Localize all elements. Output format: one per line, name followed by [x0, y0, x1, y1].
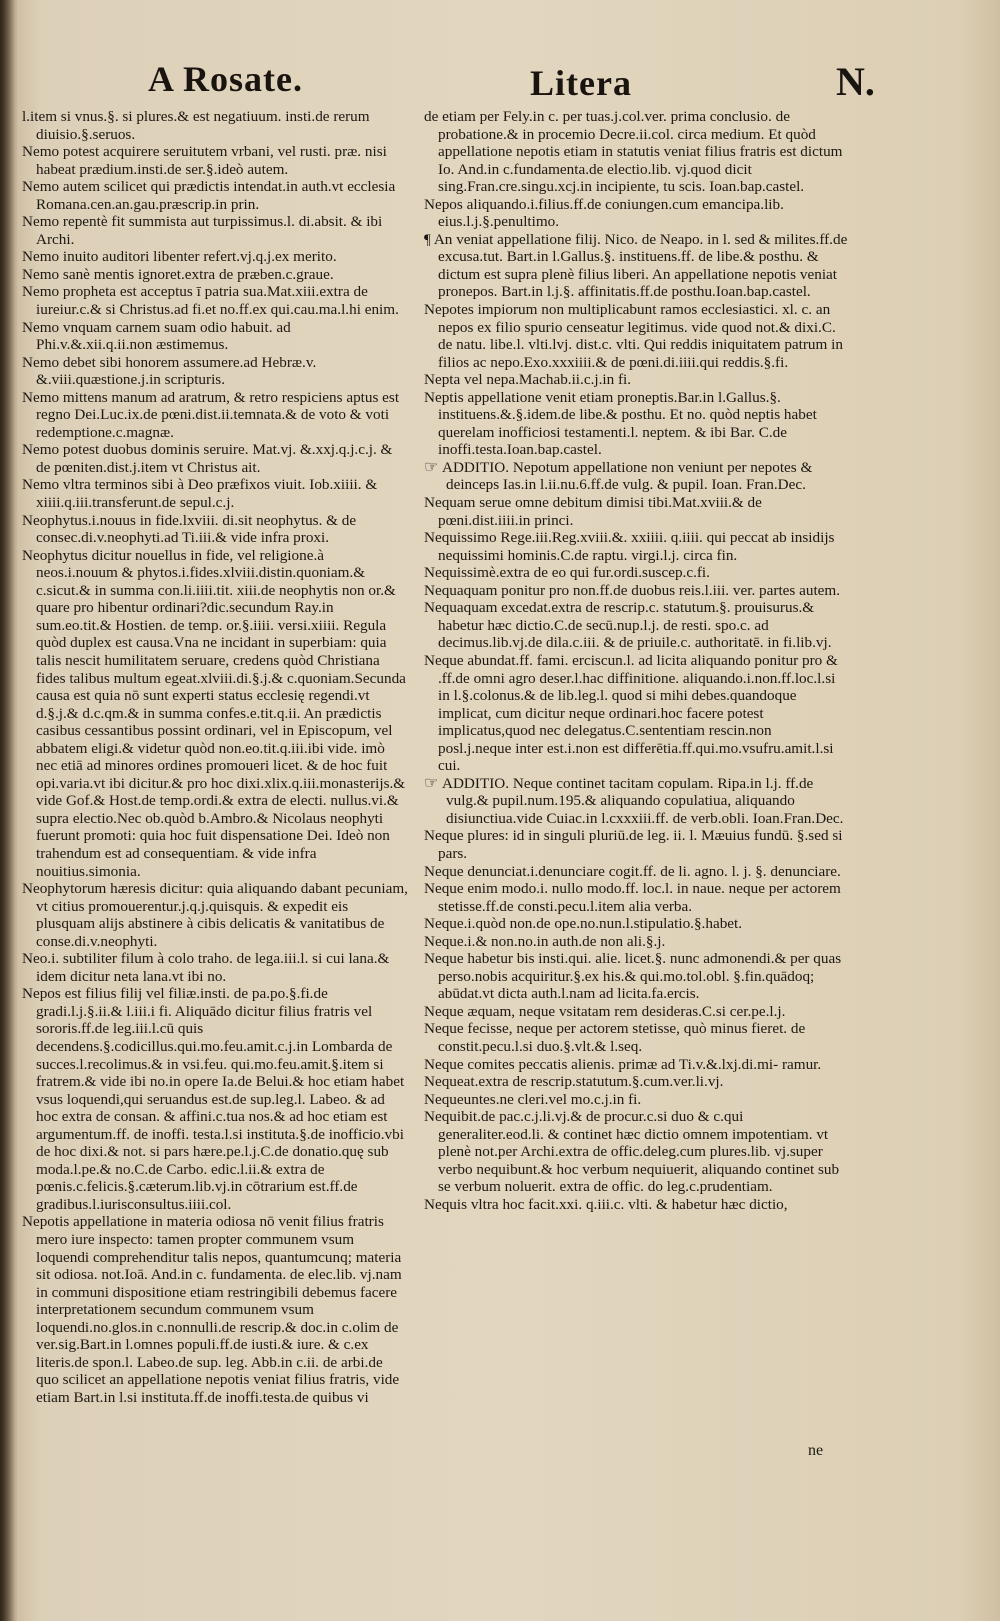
- dictionary-entry: [424, 1196, 848, 1214]
- dictionary-entry: [424, 1073, 848, 1091]
- dictionary-entry: [424, 231, 848, 301]
- dictionary-entry: Nemo potest acquirere seruitutem vrbani, vel rusti. præ. nisi habeat prædium.insti.de ser.§.ideò autem.: [22, 143, 387, 178]
- dictionary-entry: [424, 494, 848, 529]
- dictionary-entry: Nemo repentè fit summista aut turpissimus.l. di.absit. & ibi Archi.: [22, 213, 383, 248]
- entry-text: Neque comites peccatis alienis. primæ ad Ti.v.&.lxj.di.mi- ramur.: [424, 1055, 822, 1073]
- dictionary-entry: [424, 1108, 848, 1196]
- dictionary-entry: [424, 950, 848, 1003]
- dictionary-entry: [424, 1056, 848, 1074]
- entry-text: Neque habetur bis insti.qui. alie. licet.§. nunc admonendi.& per quas perso.nobis acquiritur.§.ex his.& qui.mo.tol.obl. §.fin.quādoq; abūdat.vt dicta auth.l.nam ad licita.fa.ercis.: [424, 950, 842, 1003]
- dictionary-entry: Nemo mittens manum ad aratrum, & retro respiciens aptus est regno Dei.Luc.ix.de pœni.dist.ii.temnata.& de voto & voti redemptione.c.magnæ.: [22, 388, 400, 441]
- entry-text: Nequissimo Rege.iii.Reg.xviii.&. xxiiii. q.iiii. qui peccat ab insidijs nequissimi hominis.C.de raptu. virgi.l.j. circa fin.: [424, 529, 835, 564]
- manicule-icon: ☞: [424, 458, 439, 476]
- dictionary-entry: [424, 582, 848, 600]
- running-head-left: A Rosate.: [148, 59, 303, 99]
- dictionary-entry: Nemo inuito auditori libenter refert.vj.q.j.ex merito.: [22, 248, 337, 266]
- dictionary-entry: Nemo propheta est acceptus ī patria sua.Mat.xiii.extra de iureiur.c.& si Christus.ad fi.et no.ff.ex qui.cau.ma.l.hi enim.: [22, 283, 399, 319]
- entry-text: de etiam per Fely.in c. per tuas.j.col.ver. prima conclusio. de probatione.& in procemio Decre.ii.col. circa medium. Et quòd appellatione nepotis etiam in statutis veniat filius fratris est dictum Io. And.in c.fundamenta.de electio.lib. vj.quod dicit sing.Fran.cre.singu.xcj.in incipiente, tu scis. Ioan.bap.castel.: [424, 108, 843, 196]
- entry-text: Neque.i.& non.no.in auth.de non ali.§.j.: [424, 932, 666, 950]
- entry-text: Nequissimè.extra de eo qui fur.ordi.suscep.c.fi.: [424, 564, 710, 582]
- additio-entry: [424, 775, 848, 828]
- dictionary-entry: l.item si vnus.§. si plures.& est negatiuum. insti.de rerum diuisio.§.seruos.: [22, 108, 370, 143]
- left-column: [22, 108, 408, 1406]
- entry-text: Nequeat.extra de rescrip.statutum.§.cum.ver.li.vj.: [424, 1073, 724, 1091]
- dictionary-entry: [424, 599, 848, 652]
- entry-text: ADDITIO. Neque continet tacitam copulam. Ripa.in l.j. ff.de vulg.& pupil.num.195.& aliquando copulatiua, aliquando disiunctiua.vide Cuiac.in l.cxxxiii.ff. de verb.obli. Ioan.Fran.Dec.: [442, 774, 844, 827]
- dictionary-entry: [424, 863, 848, 881]
- dictionary-entry: [424, 389, 848, 459]
- dictionary-entry: [424, 371, 848, 389]
- dictionary-entry: [424, 196, 848, 231]
- dictionary-entry: Neophytus.i.nouus in fide.lxviii. di.sit neophytus. & de consec.di.v.neophyti.ad Ti.iii.& vide infra proxi.: [22, 511, 357, 547]
- entry-text: Neque fecisse, neque per actorem stetisse, quò minus fieret. de constit.pecu.l.si duo.§.vlt.& l.seq.: [424, 1020, 806, 1055]
- entry-text: Neptis appellatione venit etiam proneptis.Bar.in l.Gallus.§. instituens.&.§.idem.de libe.& posthu. Et no. quòd neptis habet querelam inofficiosi testamenti.l. neptem. & ibi Bar. C.de inoffi.testa.Ioan.bap.castel.: [424, 388, 817, 459]
- entry-text: Neque abundat.ff. fami. erciscun.l. ad licita aliquando ponitur pro & .ff.de omni agro deser.l.hac diffinitione. aliquando.i.non.ff.loc.l.si in l.§.colonus.& de lib.leg.l. quod si mihi debes.quandoque implicat, cum dicitur neque ordinari.hoc facere potest implicatus,quod nec delegatus.C.sententiam rescin.non posl.j.neque inter est.i.non est differētia.ff.qui.mo.vsufru.amit.l.si cui.: [424, 651, 838, 775]
- dictionary-entry: [424, 108, 848, 196]
- dictionary-entry: Neophytus dicitur nouellus in fide, vel religione.à neos.i.nouum & phytos.i.fides.xlviii.distin.quoniam.& c.sicut.& in summa con.li.iiii.tit. xiii.de neophytis non or.& quare pro hibentur ordinari?dic.secundum Ray.in sum.eo.tit.& Hostien. de temp. or.§.iiii. versi.xiiii. Regula quòd duplex est causa.Vna ne incidant in superbiam: quia talis nescit humilitatem seruare, credens quòd Christiana fides talibus multum egeat.xlviii.di.§.j.& c.quoniam.Secunda causa est quia nō sunt experti status ecclesię regendi.vt d.§.j.& d.c.qm.& in summa confes.e.tit.q.ii. An prædictis casibus cessantibus possint ordinari, vel in Episcopum, vel abbatem eligi.& videtur quòd non.eo.tit.q.iii.ibi vide. imò nec etiā ad minores ordines promoueri licet. & de hoc fuit opi.varia.vt ibi dicitur.& pro hoc dixi.xlix.q.iii.monasterijs.& vide Gof.& Host.de temp.ordi.& extra de electi. nullus.vi.& supra electio.Nec ob.quòd b.Ambro.& Nicolaus neophyti fuerunt promoti: quia hoc fuit dispensatione Dei. Ideò non trahendum est ad consequentiam. & vide infra nouitius.simonia.: [22, 546, 406, 880]
- dictionary-entry: [424, 933, 848, 951]
- dictionary-entry: Neo.i. subtiliter filum à colo traho. de lega.iii.l. si cui lana.& idem dicitur neta lana.vt ibi no.: [22, 950, 390, 985]
- entry-text: Nequaquam ponitur pro non.ff.de duobus reis.l.iii. ver. partes autem.: [424, 581, 841, 599]
- entry-text: Neque denunciat.i.denunciare cogit.ff. de li. agno. l. j. §. denunciare.: [424, 862, 841, 880]
- dictionary-entry: Nemo potest duobus dominis seruire. Mat.vj. &.xxj.q.j.c.j. & de pœniten.dist.j.item vt Christus ait.: [22, 441, 393, 476]
- manicule-icon: ☞: [424, 774, 439, 792]
- running-head-right: Litera: [530, 63, 632, 103]
- dictionary-entry: [424, 652, 848, 775]
- additio-entry: [424, 459, 848, 494]
- entry-text: Neque.i.quòd non.de ope.no.nun.l.stipulatio.§.habet.: [424, 915, 743, 933]
- dictionary-entry: Neophytorum hæresis dicitur: quia aliquando dabant pecuniam, vt citius promouerentur.j.q.j.quisquis. & expedit eis plusquam alijs abstinere à cibis delicatis & vanitatibus de conse.di.v.neophyti.: [22, 880, 408, 950]
- dictionary-entry: [424, 1020, 848, 1055]
- dictionary-entry: Nepotis appellatione in materia odiosa nō venit filius fratris mero iure inspecto: tamen propter communem vsum loquendi comprehenditur talis nepos, quantumcunq; materia sit odiosa. not.Ioā. And.in c. fundamenta. de elec.lib. vj.nam in communi dispositione etiam restringibili debemus facere interpretationem secundum communem vsum loquendi.no.glos.in c.nonnulli.de rescrip.& doc.in c.olim de ver.sig.Bart.in l.omnes populi.ff.de iusti.& iure. & c.ex literis.de spon.l. Labeo.de sup. leg. Abb.in c.ii. de arbi.de quo scilicet an appellatione nepotis veniat filius fratris, vide etiam Bart.in l.si instituta.ff.de inoffi.testa.de quibus vi: [22, 1213, 402, 1406]
- dictionary-entry: [424, 1091, 848, 1109]
- right-column: [424, 108, 848, 1213]
- entry-text: Nequaquam excedat.extra de rescrip.c. statutum.§. prouisurus.& habetur hæc dictio.C.de secū.nup.l.j. de resti. spo.c. ad decimus.lib.vj.de dila.c.iii. & de priuile.c. authoritatē. in fi.lib.vj.: [424, 599, 832, 652]
- gutter-shadow: [0, 0, 18, 1621]
- entry-text: Nepos aliquando.i.filius.ff.de coniungen.cum emancipa.lib. eius.l.j.§.penultimo.: [424, 195, 784, 231]
- dictionary-entry: [424, 915, 848, 933]
- entry-text: Nequibit.de pac.c.j.li.vj.& de procur.c.si duo & c.qui generaliter.eod.li. & continet hæc dictio omnem impotentiam. vt plenè not.per Archi.extra de offic.deleg.cum plures.lib. vj.super verbo nequibunt.& hoc verbum nequiuerit, aliquando continet sub se verbum noluerit. extra de offic. do leg.c.prudentiam.: [424, 1108, 840, 1196]
- dictionary-entry: Nemo vltra terminos sibi à Deo præfixos viuit. Iob.xiiii. & xiiii.q.iii.transferunt.de sepul.c.j.: [22, 476, 378, 512]
- dictionary-entry: Nemo vnquam carnem suam odio habuit. ad Phi.v.&.xii.q.ii.non æstimemus.: [22, 318, 291, 354]
- entry-text: Neque æquam, neque vsitatam rem desideras.C.si cer.pe.l.j.: [424, 1002, 786, 1020]
- dictionary-entry: [424, 1003, 848, 1021]
- entry-text: ¶ An veniat appellatione filij. Nico. de Neapo. in l. sed & milites.ff.de excusa.tut. Bart.in l.Gallus.§. instituens.ff. de libe.& posthu. & dictum est supra plenè filius liberi. An appellatione nepotis veniat pronepos. Bart.in l.j.§. affinitatis.ff.de posthu.Ioan.bap.castel.: [424, 230, 848, 301]
- dictionary-entry: Nemo debet sibi honorem assumere.ad Hebræ.v. &.viii.quæstione.j.in scripturis.: [22, 353, 317, 389]
- dictionary-entry: Nemo sanè mentis ignoret.extra de præben.c.graue.: [22, 265, 334, 283]
- entry-text: Nepta vel nepa.Machab.ii.c.j.in fi.: [424, 371, 632, 389]
- dictionary-entry: [424, 827, 848, 862]
- entry-text: Neque enim modo.i. nullo modo.ff. loc.l. in naue. neque per actorem stetisse.ff.de consti.pecu.l.item alia verba.: [424, 880, 841, 915]
- dictionary-entry: Nepos est filius filij vel filiæ.insti. de pa.po.§.fi.de gradi.l.j.§.ii.& l.iii.i fi. Aliquādo dicitur filius fratris vel sororis.ff.de leg.iii.l.cū quis decendens.§.codicillus.qui.mo.feu.amit.c.j.in Lombarda de succes.l.recolimus.& in vsi.feu. qui.mo.feu.amit.§.item si fratrem.& vide ibi no.in opere Ia.de Belui.& hoc etiam habet vsus loquendi,qui seruandus est.de sup.leg.l. Labeo. & ad hoc extra de consan. & affini.c.tua nos.& ad hoc etiam est argumentum.ff. de inoffi. testa.l.si instituta.§.de inofficio.vbi de hoc dixi.& not. si pars hære.pe.l.j.C.de donatio.quę sub moda.l.pe.& no.C.de Carbo. edic.l.ii.& extra de pœnis.c.felicis.§.cæterum.lib.vj.in cōtrarium est.ff.de gradibus.l.iurisconsultus.iiii.col.: [22, 985, 405, 1213]
- entry-text: Neque plures: id in singuli pluriū.de leg. ii. l. Mæuius fundū. §.sed si pars.: [424, 827, 843, 862]
- dictionary-entry: [424, 529, 848, 564]
- entry-text: ADDITIO. Nepotum appellatione non veniunt per nepotes & deinceps Ias.in l.ii.nu.6.ff.de vulg. & pupil. Ioan. Fran.Dec.: [442, 458, 813, 494]
- catchword: ne: [808, 1442, 824, 1459]
- running-head-letter: N.: [836, 59, 875, 104]
- dictionary-entry: [424, 880, 848, 915]
- dictionary-entry: [424, 564, 848, 582]
- entry-text: Nequis vltra hoc facit.xxi. q.iii.c. vlti. & habetur hæc dictio,: [424, 1195, 788, 1213]
- entry-text: Nepotes impiorum non multiplicabunt ramos ecclesiastici. xl. c. an nepos ex filio spurio censeatur legitimus. vide quod not.& dixi.C. de natu. libe.l. vlti.lvj. dist.c. vlti. Qui reddis iniquitatem patrum in filios ac nepo.Exo.xxxiiii.& de pœni.di.iiii.qui reddis.§.fi.: [424, 301, 843, 371]
- entry-text: Nequeuntes.ne cleri.vel mo.c.j.in fi.: [424, 1090, 642, 1108]
- dictionary-entry: [424, 301, 848, 371]
- entry-text: Nequam serue omne debitum dimisi tibi.Mat.xviii.& de pœni.dist.iiii.in princi.: [424, 494, 762, 529]
- dictionary-entry: Nemo autem scilicet qui prædictis intendat.in auth.vt ecclesia Romana.cen.an.gau.præscrip.in prin.: [22, 178, 396, 213]
